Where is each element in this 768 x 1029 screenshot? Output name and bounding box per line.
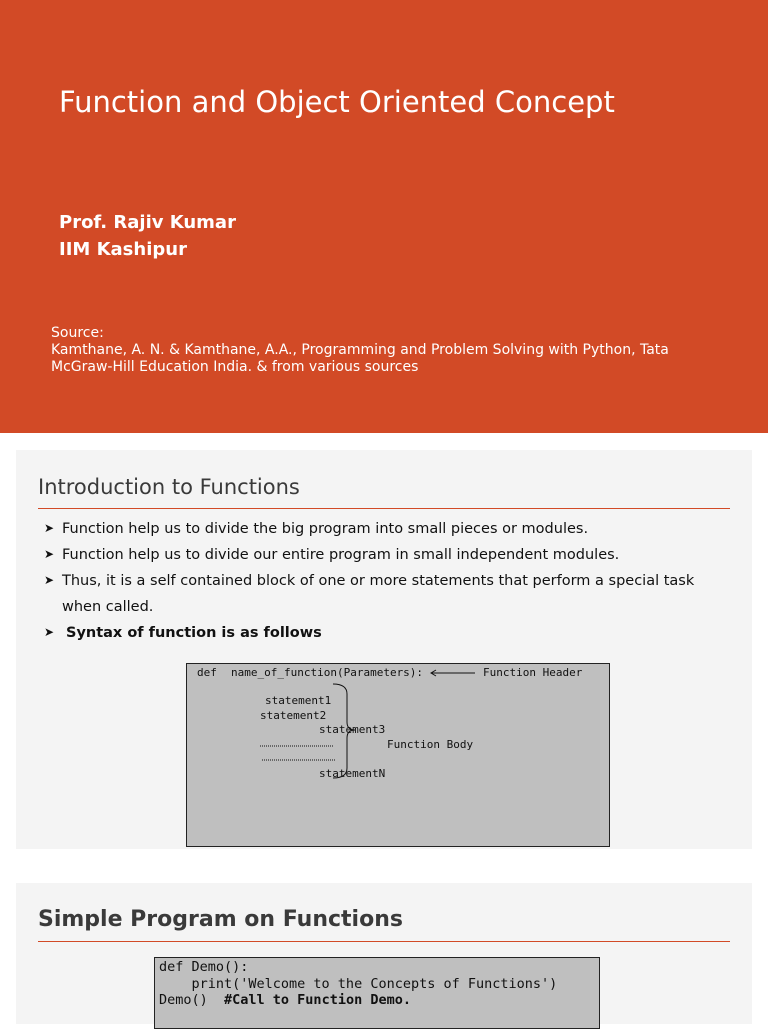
source-label: Source: — [51, 325, 104, 341]
list-item — [42, 568, 722, 620]
statement-line: statement2 — [260, 709, 327, 722]
code-block — [154, 957, 600, 1029]
code-call: Demo() — [159, 992, 225, 1008]
slide-heading: Introduction to Functions — [38, 475, 300, 499]
slide-heading: Simple Program on Functions — [38, 907, 403, 932]
bullet-text: Syntax of function is as follows — [66, 625, 322, 641]
list-item — [42, 542, 722, 568]
list-item — [42, 516, 722, 542]
function-header-label: Function Header — [483, 666, 583, 679]
function-body-label: Function Body — [387, 738, 474, 751]
code-line: print('Welcome to the Concepts of Functions') — [159, 976, 558, 992]
statement-line: statement3 — [319, 723, 386, 736]
list-item — [42, 620, 722, 646]
bullet-text: Function help us to divide our entire program in small independent modules. — [62, 547, 620, 563]
code-line-call — [159, 992, 411, 1009]
bullet-list — [42, 516, 722, 646]
function-header-code: name_of_function(Parameters): — [231, 666, 424, 679]
code-comment: #Call to Function Demo. — [224, 992, 411, 1008]
heading-divider — [38, 941, 730, 942]
syntax-diagram — [186, 663, 610, 847]
header-arrow-icon — [431, 670, 475, 676]
syntax-annotations — [187, 664, 609, 846]
heading-divider — [38, 508, 730, 509]
title-slide — [0, 0, 768, 433]
def-keyword: def — [197, 666, 217, 679]
source-block — [51, 325, 731, 376]
body-brace-icon — [333, 684, 355, 778]
code-line: def Demo(): — [159, 959, 249, 975]
author-affiliation: IIM Kashipur — [59, 239, 187, 260]
arrowhead-icon: ➤ — [44, 521, 55, 535]
simple-program-slide — [16, 883, 752, 1024]
author-block — [59, 209, 236, 263]
arrowhead-icon: ➤ — [44, 547, 55, 561]
statement-line: statementN — [319, 767, 386, 780]
arrowhead-icon: ➤ — [44, 573, 55, 587]
presentation-title: Function and Object Oriented Concept — [59, 85, 615, 119]
statement-line: statement1 — [265, 694, 332, 707]
author-name: Prof. Rajiv Kumar — [59, 212, 236, 233]
intro-slide — [16, 450, 752, 849]
bullet-text: Thus, it is a self contained block of one or more statements that perform a special task when called. — [62, 573, 695, 615]
bullet-text: Function help us to divide the big program into small pieces or modules. — [62, 521, 589, 537]
arrowhead-icon: ➤ — [44, 625, 55, 639]
source-text: Kamthane, A. N. & Kamthane, A.A., Programming and Problem Solving with Python, Tata McGraw-Hill Education India. & from various sources — [51, 342, 669, 375]
